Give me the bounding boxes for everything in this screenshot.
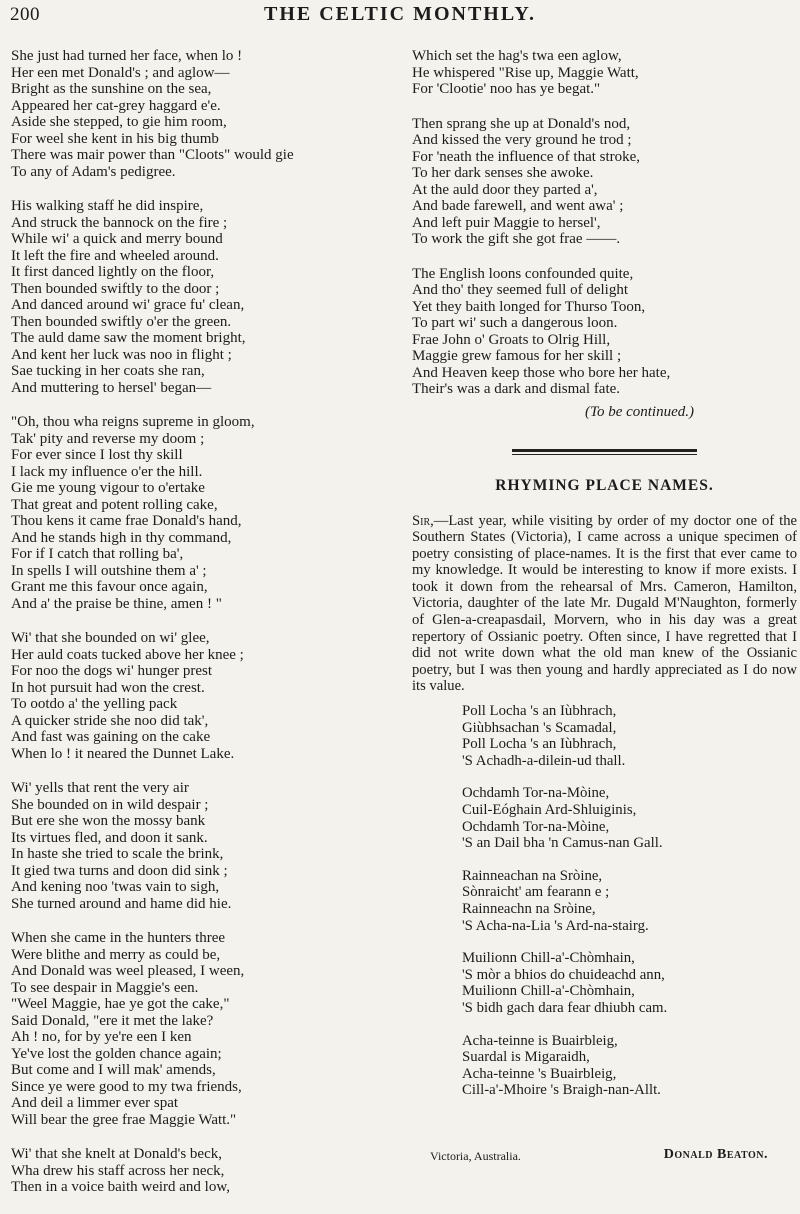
verse-line: And kent her luck was noo in flight ; bbox=[11, 346, 232, 363]
verse-line: And Heaven keep those who bore her hate, bbox=[412, 364, 671, 381]
verse-line: Poll Locha 's an Iùbhrach, bbox=[462, 703, 617, 720]
verse-line: Bright as the sunshine on the sea, bbox=[11, 81, 212, 97]
letter-salutation: Sir, bbox=[412, 512, 434, 529]
verse-line: Wi' that she knelt at Donald's beck, bbox=[11, 1146, 222, 1162]
stanza bbox=[412, 48, 797, 98]
verse-line: Rainneachn na Sròine, bbox=[462, 900, 596, 917]
place-names-poem bbox=[462, 703, 797, 1099]
verse-line: 'S an Dail bha 'n Camus-nan Gall. bbox=[462, 835, 663, 852]
verse-line: Acha-teinne is Buairbleig, bbox=[462, 1032, 618, 1049]
verse-line: And bade farewell, and went awa' ; bbox=[412, 198, 624, 214]
verse-line: Muilionn Chill-a'-Chòmhain, bbox=[462, 983, 635, 1000]
verse-line: I lack my influence o'er the hill. bbox=[11, 463, 203, 480]
right-column bbox=[412, 48, 797, 1115]
verse-line: To any of Adam's pedigree. bbox=[11, 163, 176, 180]
verse-line: And danced around wi' grace fu' clean, bbox=[11, 297, 245, 313]
stanza bbox=[462, 868, 797, 934]
signature-block bbox=[430, 1147, 790, 1167]
verse-line: Tak' pity and reverse my doom ; bbox=[11, 430, 205, 447]
verse-line: For 'neath the influence of that stroke, bbox=[412, 148, 641, 165]
page-header bbox=[0, 0, 800, 34]
verse-line: It left the fire and wheeled around. bbox=[11, 247, 219, 264]
verse-line: And a' the praise be thine, amen ! " bbox=[11, 595, 222, 612]
verse-line: Aside she stepped, to gie him room, bbox=[11, 114, 227, 130]
verse-line: Cuil-Eóghain Ard-Shluiginis, bbox=[462, 802, 637, 818]
stanza bbox=[11, 630, 396, 762]
verse-line: Appeared her cat-grey haggard e'e. bbox=[11, 97, 221, 114]
verse-line: Will bear the gree frae Maggie Watt." bbox=[11, 1111, 237, 1128]
verse-line: 'S Acha-na-Lia 's Ard-na-stairg. bbox=[462, 917, 649, 934]
poem-continuation bbox=[412, 48, 797, 398]
verse-line: Wha drew his staff across her neck, bbox=[11, 1162, 225, 1179]
verse-line: Gie me young vigour to o'ertake bbox=[11, 480, 205, 496]
verse-line: 'S mòr a bhios do chuideachd ann, bbox=[462, 966, 665, 983]
verse-line: Her een met Donald's ; and aglow— bbox=[11, 64, 230, 81]
verse-line: Poll Locha 's an Iùbhrach, bbox=[462, 736, 617, 753]
verse-line: But ere she won the mossy bank bbox=[11, 813, 206, 829]
verse-line: Grant me this favour once again, bbox=[11, 579, 208, 595]
verse-line: And he stands high in thy command, bbox=[11, 529, 232, 546]
verse-line: And fast was gaining on the cake bbox=[11, 729, 211, 745]
verse-line: Muilionn Chill-a'-Chòmhain, bbox=[462, 950, 635, 967]
verse-line: In spells I will outshine them a' ; bbox=[11, 562, 207, 579]
stanza bbox=[462, 703, 797, 769]
verse-line: A quicker stride she noo did tak', bbox=[11, 712, 209, 729]
stanza bbox=[462, 1033, 797, 1099]
verse-line: Then sprang she up at Donald's nod, bbox=[412, 115, 631, 132]
signature-place: Victoria, Australia. bbox=[430, 1149, 521, 1163]
section-divider bbox=[512, 449, 697, 455]
verse-line: Then bounded swiftly to the door ; bbox=[11, 280, 220, 297]
verse-line: For noo the dogs wi' hunger prest bbox=[11, 663, 213, 679]
verse-line: She just had turned her face, when lo ! bbox=[11, 48, 243, 64]
verse-line: Frae John o' Groats to Olrig Hill, bbox=[412, 331, 611, 348]
verse-line: Which set the hag's twa een aglow, bbox=[412, 48, 622, 64]
verse-line: Wi' that she bounded on wi' glee, bbox=[11, 630, 210, 646]
verse-line: There was mair power than "Cloots" would gie bbox=[11, 147, 294, 163]
left-column bbox=[11, 48, 396, 1214]
signature-name: Donald Beaton. bbox=[663, 1147, 768, 1162]
verse-line: When she came in the hunters three bbox=[11, 930, 226, 946]
stanza bbox=[11, 48, 396, 180]
verse-line: In haste she tried to scale the brink, bbox=[11, 846, 224, 862]
verse-line: Yet they baith longed for Thurso Toon, bbox=[412, 298, 646, 315]
verse-line: Ochdamh Tor-na-Mòine, bbox=[462, 785, 610, 802]
verse-line: And kening noo 'twas vain to sigh, bbox=[11, 879, 220, 895]
verse-line: Ochdamh Tor-na-Mòine, bbox=[462, 818, 610, 835]
verse-line: It first danced lightly on the floor, bbox=[11, 264, 215, 280]
to-be-continued: (To be continued.) bbox=[584, 403, 694, 420]
verse-line: Ah ! no, for by ye're een I ken bbox=[11, 1029, 192, 1045]
stanza bbox=[11, 1146, 396, 1196]
verse-line: To part wi' such a dangerous loon. bbox=[412, 315, 618, 331]
verse-line: And muttering to hersel' began— bbox=[11, 379, 212, 396]
verse-line: He whispered "Rise up, Maggie Watt, bbox=[412, 64, 639, 81]
verse-line: In hot pursuit had won the crest. bbox=[11, 679, 205, 696]
verse-line: Then bounded swiftly o'er the green. bbox=[11, 313, 232, 330]
stanza bbox=[462, 785, 797, 851]
verse-line: For ever since I lost thy skill bbox=[11, 447, 183, 463]
verse-line: 'S bidh gach dara fear dhiubh cam. bbox=[462, 999, 668, 1016]
verse-line: Sae tucking in her coats she ran, bbox=[11, 363, 205, 379]
verse-line: And deil a limmer ever spat bbox=[11, 1095, 179, 1111]
verse-line: Maggie grew famous for her skill ; bbox=[412, 348, 622, 364]
verse-line: To ootdo a' the yelling pack bbox=[11, 696, 178, 712]
verse-line: The auld dame saw the moment bright, bbox=[11, 330, 246, 346]
verse-line: And struck the bannock on the fire ; bbox=[11, 214, 228, 231]
verse-line: Rainneachan na Sròine, bbox=[462, 867, 603, 884]
verse-line: Cill-a'-Mhoire 's Braigh-nan-Allt. bbox=[462, 1082, 661, 1099]
stanza bbox=[11, 930, 396, 1128]
verse-line: For weel she kent in his big thumb bbox=[11, 130, 219, 147]
verse-line: Were blithe and merry as could be, bbox=[11, 946, 221, 963]
verse-line: But come and I will mak' amends, bbox=[11, 1062, 216, 1078]
verse-line: She turned around and hame did hie. bbox=[11, 895, 232, 912]
verse-line: Acha-teinne 's Buairbleig, bbox=[462, 1065, 617, 1082]
verse-line: Then in a voice baith weird and low, bbox=[11, 1179, 230, 1195]
verse-line: Her auld coats tucked above her knee ; bbox=[11, 646, 244, 663]
verse-line: "Oh, thou wha reigns supreme in gloom, bbox=[11, 414, 255, 430]
verse-line: And left puir Maggie to hersel', bbox=[412, 214, 601, 231]
verse-line: Since ye were good to my twa friends, bbox=[11, 1078, 242, 1095]
letter-body bbox=[412, 513, 797, 696]
verse-line: When lo ! it neared the Dunnet Lake. bbox=[11, 745, 235, 762]
stanza bbox=[412, 116, 797, 248]
stanza bbox=[462, 950, 797, 1016]
verse-line: Their's was a dark and dismal fate. bbox=[412, 381, 621, 397]
stanza bbox=[412, 266, 797, 398]
article-title: RHYMING PLACE NAMES. bbox=[495, 476, 714, 494]
verse-line: To see despair in Maggie's een. bbox=[11, 979, 199, 996]
verse-line: Ye've lost the golden chance again; bbox=[11, 1045, 222, 1062]
letter-text: —Last year, while visiting by order of my doctor one of the Southern States (Victoria), I came across a unique specimen of poetry consisting of place-names. It is the first that ever came to my knowledge. It would be interesting to know if more exists. I took it down from the rehearsal of Mrs. Cameron, Hamilton, Victoria, daughter of the late Mr. Dugald M'Naughton, formerly of Glen-a-creapasdail, Morvern, who in his day was a great repertory of Ossianic poetry. Often since, I have regretted that I did not write down what the old man knew of the Ossianic poetry, but I was then young and hardly appreciated as I do now its value. bbox=[412, 512, 797, 695]
verse-line: The English loons confounded quite, bbox=[412, 265, 634, 282]
verse-line: Giùbhsachan 's Scamadal, bbox=[462, 719, 617, 736]
verse-line: His walking staff he did inspire, bbox=[11, 198, 204, 214]
stanza bbox=[11, 198, 396, 396]
verse-line: For 'Clootie' noo has ye begat." bbox=[412, 81, 601, 97]
stanza bbox=[11, 780, 396, 912]
verse-line: To work the gift she got frae ——. bbox=[412, 231, 621, 247]
verse-line: For if I catch that rolling ba', bbox=[11, 546, 184, 562]
verse-line: She bounded on in wild despair ; bbox=[11, 796, 209, 813]
running-title: THE CELTIC MONTHLY. bbox=[264, 3, 536, 25]
verse-line: Its virtues fled, and doon it sank. bbox=[11, 829, 208, 846]
verse-line: And tho' they seemed full of delight bbox=[412, 282, 628, 298]
verse-line: To her dark senses she awoke. bbox=[412, 165, 594, 181]
verse-line: And Donald was weel pleased, I ween, bbox=[11, 963, 245, 979]
stanza bbox=[11, 414, 396, 612]
verse-line: Sònraicht' am fearann e ; bbox=[462, 884, 610, 901]
page-number: 200 bbox=[10, 4, 40, 25]
verse-line: Suardal is Migaraidh, bbox=[462, 1049, 590, 1066]
verse-line: Wi' yells that rent the very air bbox=[11, 780, 189, 796]
verse-line: It gied twa turns and doon did sink ; bbox=[11, 862, 228, 879]
verse-line: "Weel Maggie, hae ye got the cake," bbox=[11, 996, 230, 1012]
verse-line: At the auld door they parted a', bbox=[412, 181, 598, 198]
verse-line: That great and potent rolling cake, bbox=[11, 496, 218, 513]
verse-line: While wi' a quick and merry bound bbox=[11, 231, 223, 247]
verse-line: 'S Achadh-a-dilein-ud thall. bbox=[462, 752, 626, 769]
verse-line: Said Donald, "ere it met the lake? bbox=[11, 1012, 214, 1029]
verse-line: And kissed the very ground he trod ; bbox=[412, 132, 632, 148]
verse-line: Thou kens it came frae Donald's hand, bbox=[11, 513, 242, 529]
